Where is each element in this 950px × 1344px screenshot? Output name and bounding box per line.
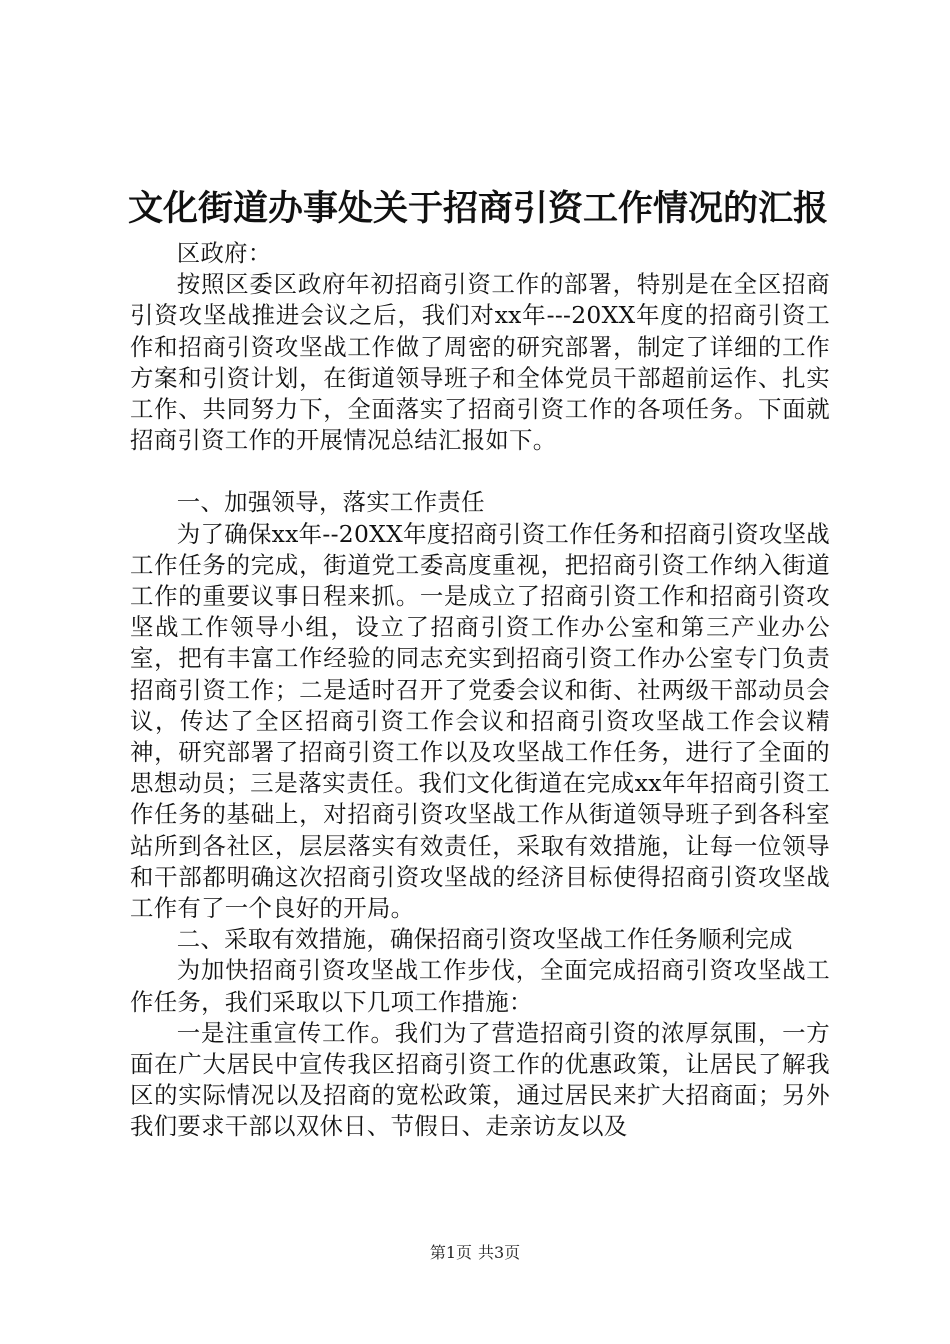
section-heading-1: 一、加强领导，落实工作责任 — [176, 488, 485, 517]
page-number: 第1页 — [429, 1243, 472, 1262]
paragraph-section-1: 为了确保xx年--20XX年度招商引资工作任务和招商引资攻坚战工作任务的完成，街道党工委高度重视，把招商引资工作纳入街道工作的重要议事日程来抓。一是成立了招商引资工作和招商引资攻坚战工作领导小组，设立了招商引资工作办公室和第三产业办公室，把有丰富工作经验的同志充实到招商引资工作办公室专门负责招商引资工作；二是适时召开了党委会议和街、社两级干部动员会议，传达了全区招商引资工作会议和招商引资攻坚战工作会议精神，研究部署了招商引资工作以及攻坚战工作任务，进行了全面的思想动员；三是落实责任。我们文化街道在完成xx年年招商引资工作任务的基础上，对招商引资攻坚战工作从街道领导班子到各科室站所到各社区，层层落实有效责任，采取有效措施，让每一位领导和干部都明确这次招商引资攻坚战的经济目标使得招商引资攻坚战工作有了一个良好的开局。 — [130, 519, 830, 923]
document-title: 文化街道办事处关于招商引资工作情况的汇报 — [128, 188, 829, 229]
section-heading-2: 二、采取有效措施，确保招商引资攻坚战工作任务顺利完成 — [176, 925, 793, 954]
salutation: 区政府： — [176, 239, 272, 267]
paragraph-measure-1: 一是注重宣传工作。我们为了营造招商引资的浓厚氛围，一方面在广大居民中宣传我区招商引资工作的优惠政策，让居民了解我区的实际情况以及招商的宽松政策，通过居民来扩大招商面；另外我们要求干部以双休日、节假日、走亲访友以及 — [130, 1018, 830, 1141]
page-footer — [0, 1243, 950, 1263]
paragraph-intro: 按照区委区政府年初招商引资工作的部署，特别是在全区招商引资攻坚战推进会议之后，我们对xx年---20XX年度的招商引资工作和招商引资攻坚战工作做了周密的研究部署，制定了详细的工作方案和引资计划，在街道领导班子和全体党员干部超前运作、扎实工作、共同努力下，全面落实了招商引资工作的各项任务。下面就招商引资工作的开展情况总结汇报如下。 — [130, 270, 830, 455]
page-total: 共3页 — [478, 1243, 521, 1262]
paragraph-section-2-intro: 为加快招商引资攻坚战工作步伐，全面完成招商引资攻坚战工作任务，我们采取以下几项工作措施： — [130, 956, 830, 1016]
document-body — [130, 238, 830, 1143]
